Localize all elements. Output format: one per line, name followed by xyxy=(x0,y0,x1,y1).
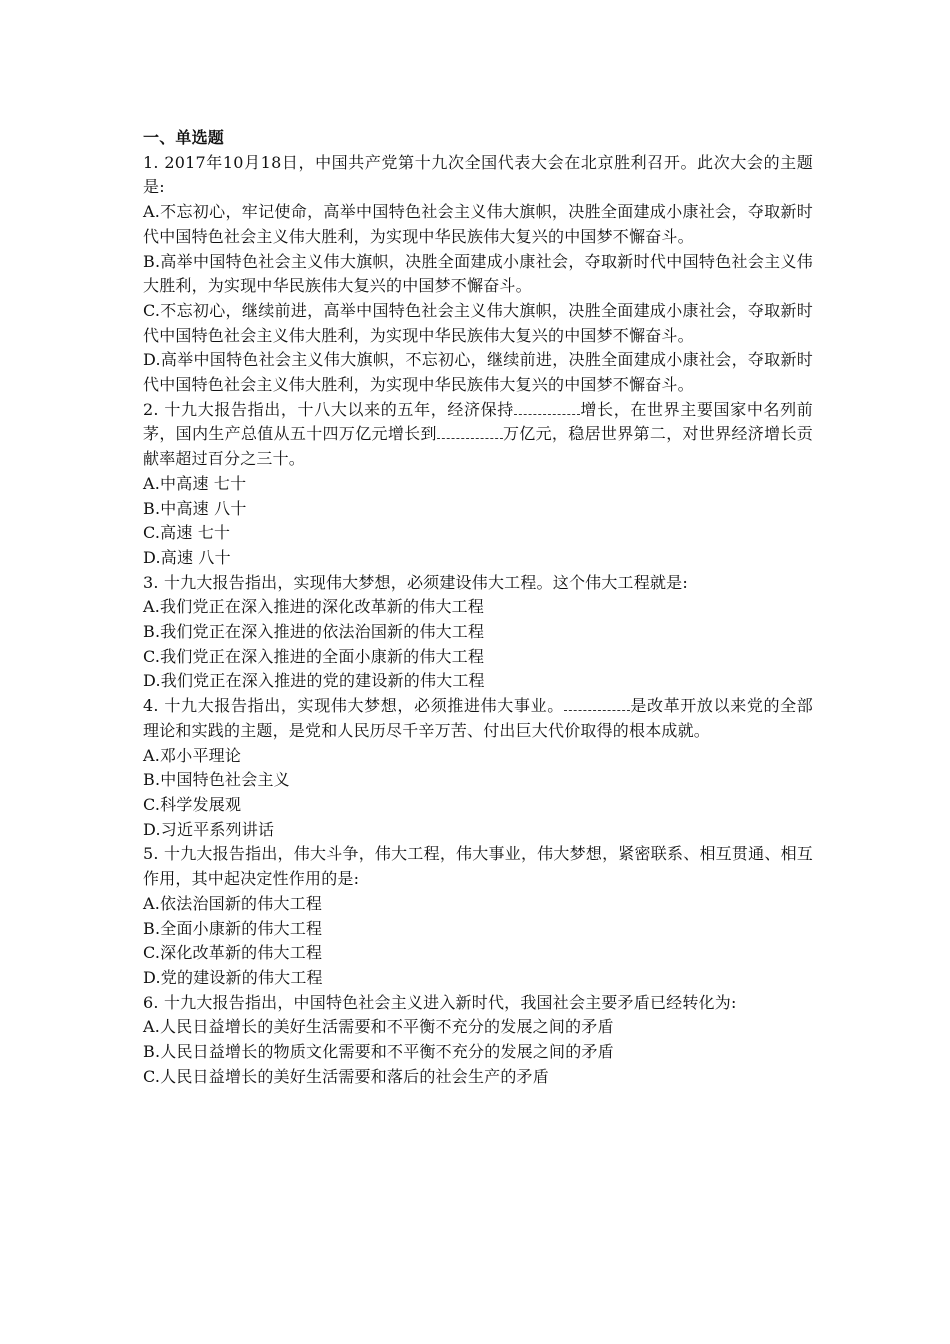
question-3-option-d: D.我们党正在深入推进的党的建设新的伟大工程 xyxy=(143,671,485,691)
question-1-stem: 1. 2017年10月18日，中国共产党第十九次全国代表大会在北京胜利召开。此次大会的主题是: xyxy=(143,152,813,197)
question-5-stem: 5. 十九大报告指出，伟大斗争，伟大工程，伟大事业，伟大梦想，紧密联系、相互贯通、相互作用，其中起决定性作用的是: xyxy=(143,844,813,889)
question-4-option-b: B.中国特色社会主义 xyxy=(143,770,290,790)
question-4-stem-part-2: 是改革开放以来党的全部理论和实践的主题，是党和人民历尽千辛万苦、付出巨大代价取得的根本成就。 xyxy=(143,696,813,740)
question-6-option-b: B.人民日益增长的物质文化需要和不平衡不充分的发展之间的矛盾 xyxy=(143,1042,614,1062)
question-1-option-a: A.不忘初心，牢记使命，高举中国特色社会主义伟大旗帜，决胜全面建成小康社会，夺取新时代中国特色社会主义伟大胜利，为实现中华民族伟大复兴的中国梦不懈奋斗。 xyxy=(143,202,813,246)
question-2-stem xyxy=(143,398,813,472)
question-2-option-a: A.中高速 七十 xyxy=(143,473,247,493)
question-5-option-b: B.全面小康新的伟大工程 xyxy=(143,918,323,938)
question-6-option-a: A.人民日益增长的美好生活需要和不平衡不充分的发展之间的矛盾 xyxy=(143,1017,614,1037)
fill-blank xyxy=(564,698,630,711)
question-2-option-c: C.高速 七十 xyxy=(143,523,231,543)
question-5-option-a: A.依法治国新的伟大工程 xyxy=(143,893,323,913)
question-4-stem-part-1: 4. 十九大报告指出，实现伟大梦想，必须推进伟大事业。 xyxy=(143,696,564,716)
question-3-option-b: B.我们党正在深入推进的依法治国新的伟大工程 xyxy=(143,622,485,642)
question-3-option-c: C.我们党正在深入推进的全面小康新的伟大工程 xyxy=(143,646,485,666)
question-2-option-b: B.中高速 八十 xyxy=(143,498,247,518)
question-4-option-c: C.科学发展观 xyxy=(143,794,242,814)
section-title: 一、单选题 xyxy=(143,128,225,147)
question-1-option-b: B.高举中国特色社会主义伟大旗帜，决胜全面建成小康社会，夺取新时代中国特色社会主义伟大胜利，为实现中华民族伟大复兴的中国梦不懈奋斗。 xyxy=(143,251,813,296)
question-4-option-d: D.习近平系列讲话 xyxy=(143,819,275,839)
question-1-option-d: D.高举中国特色社会主义伟大旗帜，不忘初心，继续前进，决胜全面建成小康社会，夺取新时代中国特色社会主义伟大胜利，为实现中华民族伟大复兴的中国梦不懈奋斗。 xyxy=(143,350,813,395)
question-4-stem xyxy=(143,694,813,743)
question-6-stem: 6. 十九大报告指出，中国特色社会主义进入新时代，我国社会主要矛盾已经转化为: xyxy=(143,992,737,1012)
question-1-option-c: C.不忘初心，继续前进，高举中国特色社会主义伟大旗帜，决胜全面建成小康社会，夺取新时代中国特色社会主义伟大胜利，为实现中华民族伟大复兴的中国梦不懈奋斗。 xyxy=(143,300,813,345)
question-6-option-c: C.人民日益增长的美好生活需要和落后的社会生产的矛盾 xyxy=(143,1066,549,1086)
fill-blank xyxy=(437,426,503,439)
fill-blank xyxy=(514,402,580,415)
document-content xyxy=(143,126,813,1089)
question-2-stem-part-1: 2. 十九大报告指出，十八大以来的五年，经济保持 xyxy=(143,399,514,419)
question-5-option-c: C.深化改革新的伟大工程 xyxy=(143,943,323,963)
question-2-stem-part-2: 增长，在世界主要国家中名列前茅，国内生产总值从五十四万亿元增长到 xyxy=(143,399,813,444)
question-3-stem: 3. 十九大报告指出，实现伟大梦想，必须建设伟大工程。这个伟大工程就是: xyxy=(143,572,688,592)
question-4-option-a: A.邓小平理论 xyxy=(143,745,242,765)
question-3-option-a: A.我们党正在深入推进的深化改革新的伟大工程 xyxy=(143,597,485,617)
question-2-option-d: D.高速 八十 xyxy=(143,547,231,567)
question-2-stem-part-3: 万亿元，稳居世界第二，对世界经济增长贡献率超过百分之三十。 xyxy=(143,424,813,469)
question-5-option-d: D.党的建设新的伟大工程 xyxy=(143,967,323,987)
